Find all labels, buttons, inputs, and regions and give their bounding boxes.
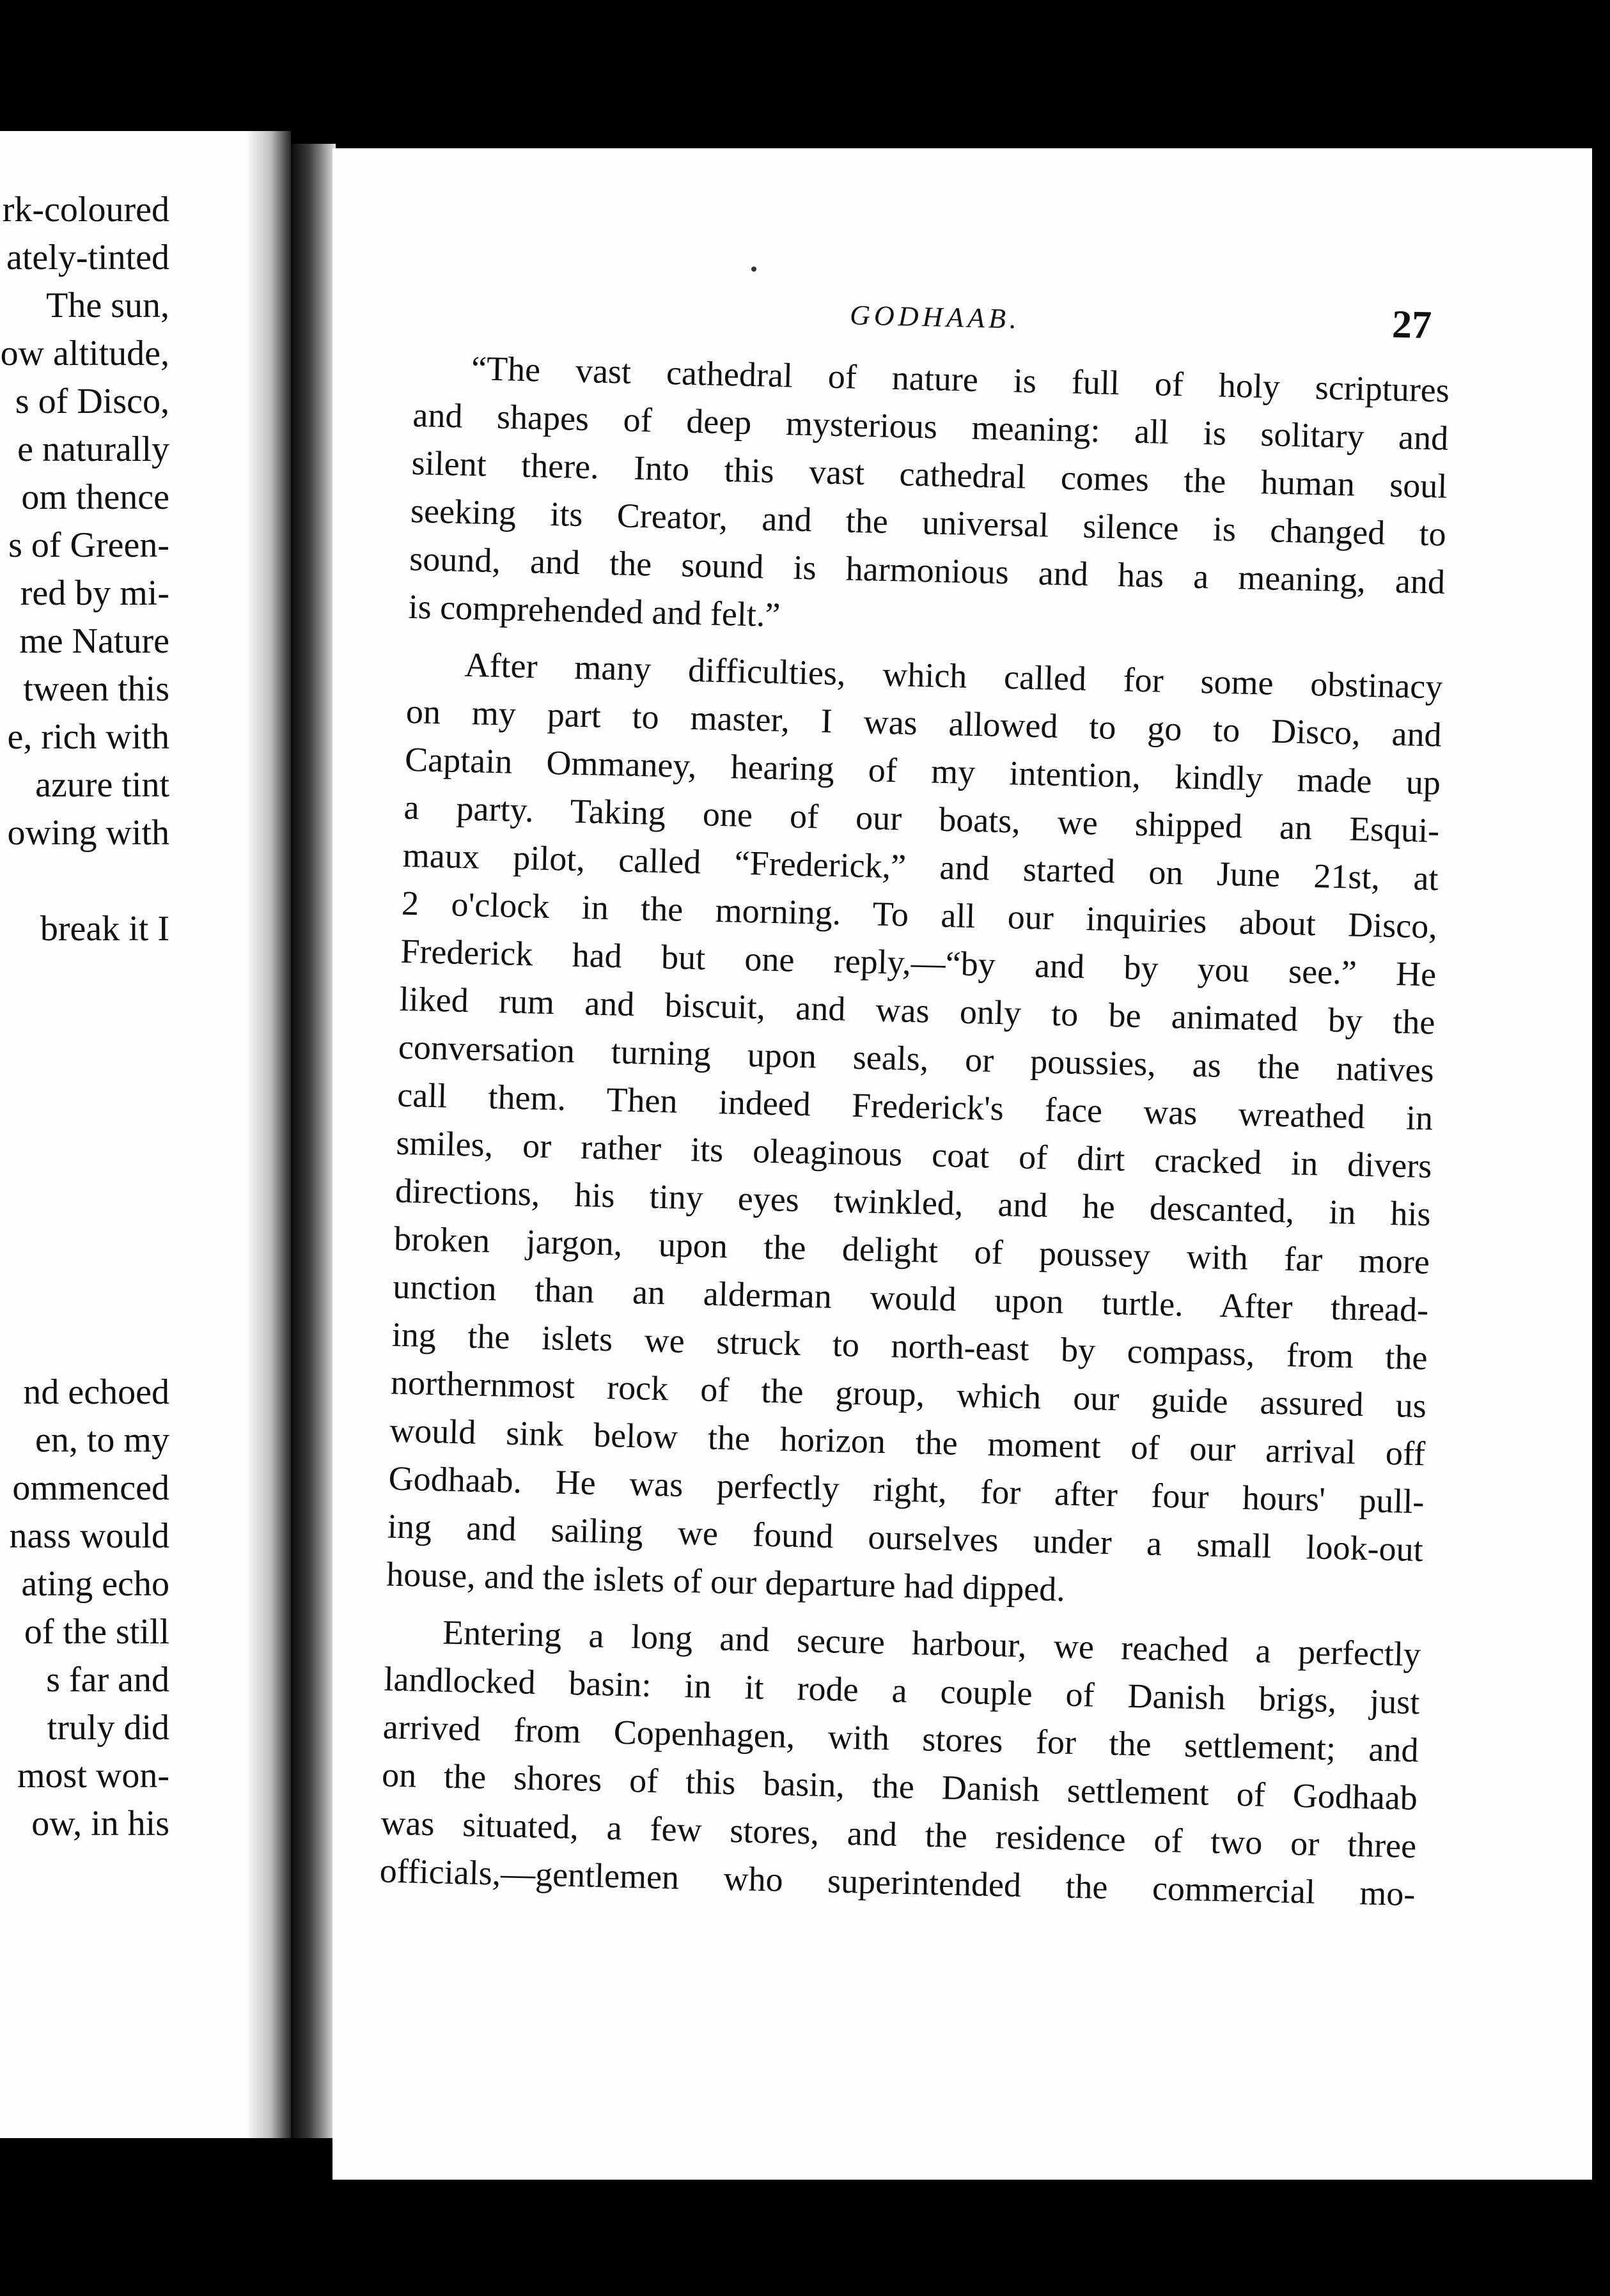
previous-page-fragment [0, 131, 291, 2138]
text-line: Captain Ommaney, hearing of my intention, kindly made up [404, 740, 1441, 802]
previous-page-line: ating echo [21, 1564, 169, 1604]
text-line: sound, and the sound is harmonious and has a meaning, and [409, 539, 1446, 601]
previous-page-line: The sun, [46, 286, 169, 325]
text-line: After many difficulties, which called for some obstinacy [464, 645, 1443, 706]
text-line: arrived from Copenhagen, with stores for the settlement; and [382, 1707, 1419, 1770]
previous-page-line: nass would [9, 1516, 169, 1556]
previous-page-line: azure tint [35, 765, 169, 805]
text-line: unction than an alderman would upon turtle. After thread- [392, 1267, 1429, 1330]
previous-page-line: en, to my [35, 1420, 169, 1460]
previous-page-line: red by mi- [20, 573, 169, 613]
previous-page-line: s far and [46, 1660, 169, 1700]
previous-page-line: truly did [47, 1708, 169, 1748]
text-line: smiles, or rather its oleaginous coat of dirt cracked in divers [396, 1123, 1432, 1186]
previous-page-line: e, rich with [7, 717, 169, 757]
text-line: Entering a long and secure harbour, we reached a perfectly [442, 1613, 1421, 1674]
previous-page-line: of the still [24, 1612, 169, 1652]
page-text-block [379, 289, 1451, 1914]
text-line: Godhaab. He was perfectly right, for after four hours' pull- [388, 1459, 1425, 1521]
text-line: landlocked basin: in it rode a couple of Danish brigs, just [383, 1659, 1420, 1722]
text-line: ing the islets we struck to north-east by compass, from the [391, 1315, 1428, 1377]
text-line: is comprehended and felt.” [408, 587, 781, 635]
previous-page-line: tween this [23, 669, 169, 709]
text-line: 2 o'clock in the morning. To all our inquiries about Disco, [401, 883, 1438, 946]
previous-page-line: ow altitude, [0, 334, 169, 373]
page-number: 27 [1391, 302, 1432, 348]
previous-page-line: ommenced [12, 1468, 169, 1508]
previous-page-line: me Nature [19, 621, 169, 661]
text-line: on the shores of this basin, the Danish settlement of Godhaab [381, 1755, 1418, 1818]
text-line: ing and sailing we found ourselves under a small look-out [387, 1507, 1424, 1569]
running-head: GODHAAB. [849, 299, 1021, 335]
text-line: liked rum and biscuit, and was only to be animated by the [399, 979, 1436, 1042]
text-line: maux pilot, called “Frederick,” and started on June 21st, at [402, 835, 1439, 898]
book-spine [291, 144, 336, 2138]
text-line: “The vast cathedral of nature is full of holy scriptures [471, 349, 1450, 410]
text-line: would sink below the horizon the moment of our arrival off [389, 1411, 1426, 1473]
text-line: conversation turning upon seals, or poussies, as the natives [398, 1027, 1435, 1090]
previous-page-line: e naturally [17, 430, 169, 469]
speck [751, 267, 756, 272]
previous-page-line: nd echoed [23, 1372, 169, 1412]
text-line: broken jargon, upon the delight of poussey with far more [393, 1219, 1430, 1282]
previous-page-line: owing with [7, 813, 169, 853]
text-line: silent there. Into this vast cathedral comes the human soul [411, 443, 1448, 506]
text-line: Frederick had but one reply,—“by and by you see.” He [400, 931, 1437, 994]
previous-page-line: ately-tinted [6, 238, 169, 277]
text-line: on my part to master, I was allowed to go to Disco, and [405, 692, 1442, 754]
previous-page-line: ow, in his [31, 1804, 169, 1843]
text-line: call them. Then indeed Frederick's face was wreathed in [396, 1075, 1434, 1138]
text-line: was situated, a few stores, and the residence of two or three [380, 1803, 1417, 1866]
page-27 [332, 148, 1592, 2180]
previous-page-line: rk-coloured [2, 190, 169, 229]
text-line: a party. Taking one of our boats, we shipped an Esqui- [403, 787, 1440, 850]
previous-page-line: break it I [40, 909, 169, 949]
previous-page-line: most won- [17, 1756, 169, 1796]
gutter-shadow [246, 131, 291, 2138]
text-line: house, and the islets of our departure had dipped. [386, 1555, 1066, 1609]
text-line: and shapes of deep mysterious meaning: all is solitary and [412, 395, 1449, 458]
text-line: seeking its Creator, and the universal silence is changed to [410, 491, 1447, 554]
previous-page-line: s of Green- [8, 525, 169, 565]
previous-page-line: s of Disco, [15, 382, 169, 421]
text-line: northernmost rock of the group, which our guide assured us [390, 1363, 1427, 1425]
text-line: directions, his tiny eyes twinkled, and he descanted, in his [395, 1171, 1432, 1234]
text-line: officials,—gentlemen who superintended the commercial mo- [379, 1851, 1416, 1914]
previous-page-line: om thence [21, 477, 169, 517]
